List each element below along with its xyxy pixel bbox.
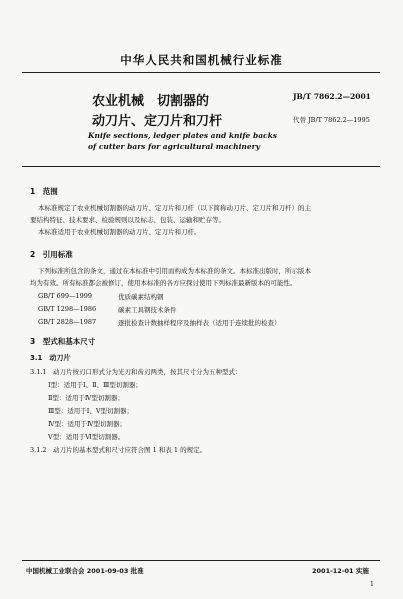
section-2-paragraph-cont: 均为有效。所有标准都会被修订，使用本标准的各方应探讨使用下列标准最新版本的可能性。 [30,279,297,287]
section-2-heading: 2 引用标准 [30,250,73,259]
ref-code: GB/T 2828—1987 [38,318,97,326]
header-rule [22,72,380,73]
type-item: Ⅳ型：适用于Ⅳ型切割器； [48,420,126,428]
page-number: 1 [370,581,374,588]
type-item: Ⅱ型：适用于Ⅳ型切割器； [48,394,124,402]
ref-name: 碳素工具钢技术条件 [118,306,177,314]
clause-3-1-1: 3.1.1 动刀片按刃口形式分为光刃和齿刃两类，按其尺寸分为五种型式： [30,368,242,376]
type-item: Ⅲ型：适用于Ⅰ、Ⅴ型切割器； [48,407,134,415]
title-rule [22,166,380,167]
clause-3-1-2: 3.1.2 动刀片的基本型式和尺寸应符合图 1 和表 1 的规定。 [30,446,207,454]
ref-code: GB/T 1298—1986 [38,305,97,313]
issuing-org: 中华人民共和国机械行业标准 [120,53,283,67]
footer-rule [22,560,380,561]
english-title-line-2: of cutter bars for agricultural machinery [88,142,260,151]
standard-number: JB/T 7862.2—2001 [293,92,371,101]
english-title-line-1: Knife sections, ledger plates and knife backs [88,131,278,140]
section-3-1-heading: 3.1 动刀片 [30,354,71,362]
implementation-date: 2001-12-01 实施 [312,567,369,575]
type-item: Ⅰ型：适用于Ⅰ、Ⅱ、Ⅲ型切割器； [48,381,142,389]
ref-name: 优质碳素结构钢 [118,293,164,301]
replaces-note: 代替 JB/T 7862.2—1995 [293,116,370,124]
type-item: Ⅴ型：适用于Ⅵ型切割器。 [48,433,125,441]
ref-name: 逐批检查计数抽样程序及抽样表（适用于连续批的检查） [118,319,281,327]
section-1-scope: 本标准适用于农业机械切割器的动刀片、定刀片和刀杆。 [38,228,201,236]
approval-line: 中国机械工业联合会 2001-09-03 批准 [26,567,144,575]
title-line-2: 动刀片、定刀片和刀杆 [92,114,223,129]
ref-code: GB/T 699—1999 [38,292,93,300]
section-1-paragraph: 本标准规定了农业机械切割器的动刀片、定刀片和刀杆（以下简称动刀片、定刀片和刀杆）的主 [38,204,311,212]
section-2-paragraph: 下列标准所包含的条文，通过在本标准中引用而构成为本标准的条文。本标准出版时，所示版本 [38,267,311,275]
section-1-paragraph-cont: 要结构特征、技术要求、检验规则以及标志、包装、运输和贮存等。 [30,216,225,224]
section-3-heading: 3 型式和基本尺寸 [30,337,96,346]
title-line-1: 农业机械 切割器的 [92,94,210,109]
section-1-heading: 1 范围 [30,187,58,196]
